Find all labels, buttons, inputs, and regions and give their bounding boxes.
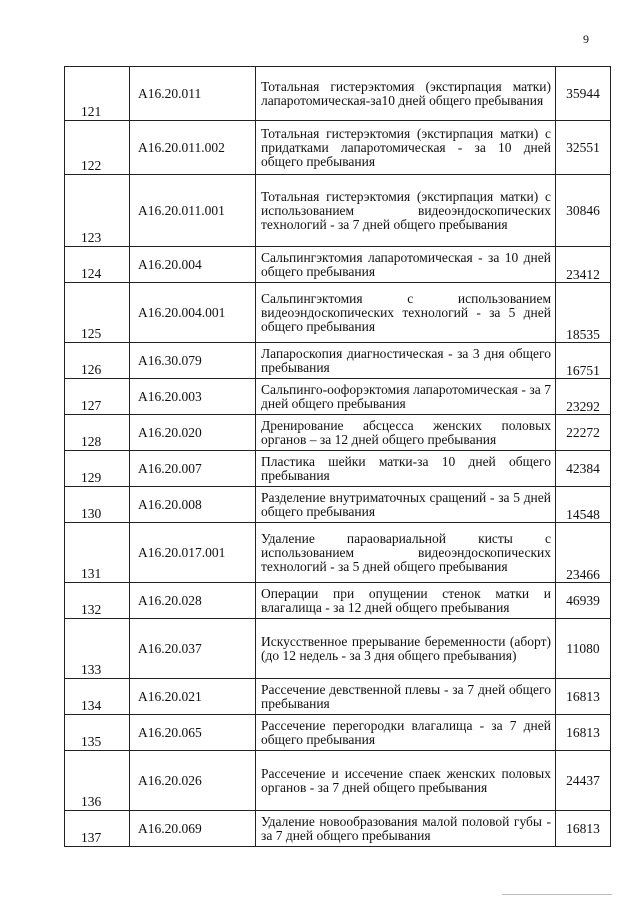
row-number: 137	[65, 811, 130, 847]
service-price: 46939	[556, 583, 611, 619]
service-code: A16.20.017.001	[130, 523, 256, 583]
service-description: Рассечение и иссечение спаек женских половых органов - за 7 дней общего пребывания	[256, 751, 556, 811]
table-row	[65, 751, 611, 811]
service-description: Разделение внутриматочных сращений - за 5 дней общего пребывания	[256, 487, 556, 523]
row-number: 122	[65, 121, 130, 175]
service-code: A16.20.026	[130, 751, 256, 811]
service-description: Тотальная гистерэктомия (экстирпация матки) лапаротомическая-за10 дней общего пребывания	[256, 67, 556, 121]
row-number: 123	[65, 175, 130, 247]
service-code: A16.20.003	[130, 379, 256, 415]
service-price: 16813	[556, 715, 611, 751]
table-row	[65, 619, 611, 679]
service-code: A16.20.011	[130, 67, 256, 121]
service-code: A16.20.004.001	[130, 283, 256, 343]
row-number: 121	[65, 67, 130, 121]
services-price-table	[64, 66, 611, 847]
service-description: Рассечение девственной плевы - за 7 дней общего пребывания	[256, 679, 556, 715]
row-number: 135	[65, 715, 130, 751]
service-code: A16.20.011.001	[130, 175, 256, 247]
row-number: 128	[65, 415, 130, 451]
table-row	[65, 67, 611, 121]
service-description: Удаление параовариальной кисты с использованием видеоэндоскопических технологий - за 5 дней общего пребывания	[256, 523, 556, 583]
row-number: 132	[65, 583, 130, 619]
service-description: Тотальная гистерэктомия (экстирпация матки) с придатками лапаротомическая - за 10 дней общего пребывания	[256, 121, 556, 175]
row-number: 125	[65, 283, 130, 343]
row-number: 136	[65, 751, 130, 811]
table-row	[65, 283, 611, 343]
service-code: A16.20.021	[130, 679, 256, 715]
service-price: 23466	[556, 523, 611, 583]
service-description: Искусственное прерывание беременности (аборт) (до 12 недель - за 3 дня общего пребывания)	[256, 619, 556, 679]
service-code: A16.20.011.002	[130, 121, 256, 175]
row-number: 126	[65, 343, 130, 379]
service-description: Сальпингэктомия с использованием видеоэндоскопических технологий - за 5 дней общего пребывания	[256, 283, 556, 343]
table-row	[65, 451, 611, 487]
service-description: Удаление новообразования малой половой губы - за 7 дней общего пребывания	[256, 811, 556, 847]
service-code: A16.20.065	[130, 715, 256, 751]
service-description: Лапароскопия диагностическая - за 3 дня общего пребывания	[256, 343, 556, 379]
row-number: 129	[65, 451, 130, 487]
table-row	[65, 679, 611, 715]
service-price: 22272	[556, 415, 611, 451]
service-code: A16.20.008	[130, 487, 256, 523]
service-price: 18535	[556, 283, 611, 343]
table-row	[65, 121, 611, 175]
table-row	[65, 487, 611, 523]
footer-divider	[502, 894, 612, 895]
service-description: Сальпингэктомия лапаротомическая - за 10 дней общего пребывания	[256, 247, 556, 283]
table-row	[65, 343, 611, 379]
service-price: 30846	[556, 175, 611, 247]
row-number: 134	[65, 679, 130, 715]
service-description: Дренирование абсцесса женских половых органов – за 12 дней общего пребывания	[256, 415, 556, 451]
service-price: 23292	[556, 379, 611, 415]
service-price: 16751	[556, 343, 611, 379]
service-description: Тотальная гистерэктомия (экстирпация матки) с использованием видеоэндоскопических технологий - за 7 дней общего пребывания	[256, 175, 556, 247]
service-code: A16.20.037	[130, 619, 256, 679]
row-number: 133	[65, 619, 130, 679]
row-number: 130	[65, 487, 130, 523]
table-row	[65, 811, 611, 847]
table-row	[65, 523, 611, 583]
service-price: 11080	[556, 619, 611, 679]
service-price: 32551	[556, 121, 611, 175]
service-price: 35944	[556, 67, 611, 121]
service-description: Пластика шейки матки-за 10 дней общего пребывания	[256, 451, 556, 487]
table-row	[65, 175, 611, 247]
service-price: 23412	[556, 247, 611, 283]
service-code: A16.20.069	[130, 811, 256, 847]
row-number: 131	[65, 523, 130, 583]
service-code: A16.20.028	[130, 583, 256, 619]
page-number: 9	[583, 32, 589, 46]
table-row	[65, 247, 611, 283]
table-row	[65, 415, 611, 451]
service-description: Рассечение перегородки влагалища - за 7 дней общего пребывания	[256, 715, 556, 751]
service-price: 16813	[556, 811, 611, 847]
service-price: 14548	[556, 487, 611, 523]
service-code: A16.20.007	[130, 451, 256, 487]
row-number: 127	[65, 379, 130, 415]
service-price: 24437	[556, 751, 611, 811]
service-price: 42384	[556, 451, 611, 487]
table-row	[65, 583, 611, 619]
service-price: 16813	[556, 679, 611, 715]
service-code: A16.20.004	[130, 247, 256, 283]
table-row	[65, 379, 611, 415]
service-code: A16.20.020	[130, 415, 256, 451]
row-number: 124	[65, 247, 130, 283]
service-description: Сальпинго-оофорэктомия лапаротомическая - за 7 дней общего пребывания	[256, 379, 556, 415]
service-description: Операции при опущении стенок матки и влагалища - за 12 дней общего пребывания	[256, 583, 556, 619]
table-row	[65, 715, 611, 751]
service-code: A16.30.079	[130, 343, 256, 379]
